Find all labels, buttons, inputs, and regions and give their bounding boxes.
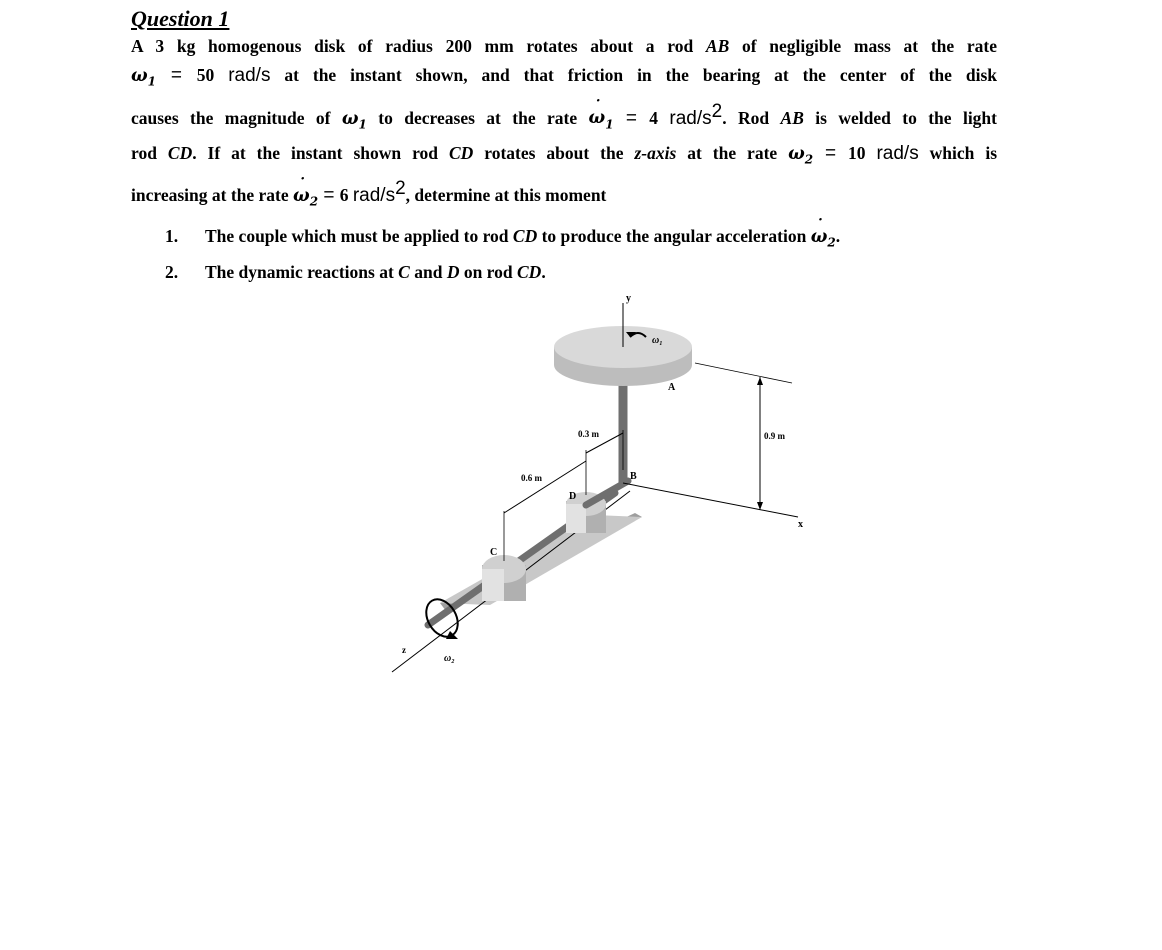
label-d: D: [569, 491, 577, 502]
list-item: 2. The dynamic reactions at C and D on rod CD.: [165, 262, 546, 283]
problem-line-4: rod CD. If at the instant shown rod CD rotates about the z-axis at the rate $\omega_2 = 10$ rad/s which is: [131, 142, 998, 167]
label-z: z: [402, 645, 406, 655]
problem-line-1: A 3 kg homogenous disk of radius 200 mm rotates about a rod AB of negligible mass at the rate: [131, 36, 997, 56]
label-b: B: [630, 471, 637, 482]
problem-line-2: $\omega_1 = 50$ rad/s at the instant shown, and that friction in the bearing at the center of the disk: [131, 65, 997, 89]
label-c: C: [490, 547, 498, 558]
label-x: x: [798, 519, 803, 530]
problem-line-5: increasing at the rate ˙ $\omega_2 = 6$ rad/$s^2$, determine at this moment: [131, 174, 997, 216]
label-w1: ω₁: [652, 335, 663, 346]
dim-03-label: 0.3 m: [578, 429, 599, 439]
list-item: 1. The couple which must be applied to rod CD to produce the angular acceleration ˙ $\omega_2$.: [165, 221, 997, 258]
label-w2: ω₂: [444, 653, 455, 664]
question-list: [165, 221, 997, 288]
question-title: Question 1: [131, 6, 230, 31]
bearing-c: [482, 555, 526, 601]
x-axis-line: [623, 483, 798, 517]
dim-09-label: 0.9 m: [764, 431, 785, 441]
mechanism-diagram: [380, 285, 820, 685]
problem-line-3: causes the magnitude of $\omega_1$ to decreases at the rate ˙ $\omega_1 = 4$ rad/$s^2$. Rod AB is welded to the light: [131, 97, 997, 139]
dim-09-top-ext: [695, 363, 792, 383]
label-y: y: [626, 293, 631, 304]
dim-06-label: 0.6 m: [521, 473, 542, 483]
question-block: [131, 6, 997, 287]
label-a: A: [668, 382, 676, 393]
